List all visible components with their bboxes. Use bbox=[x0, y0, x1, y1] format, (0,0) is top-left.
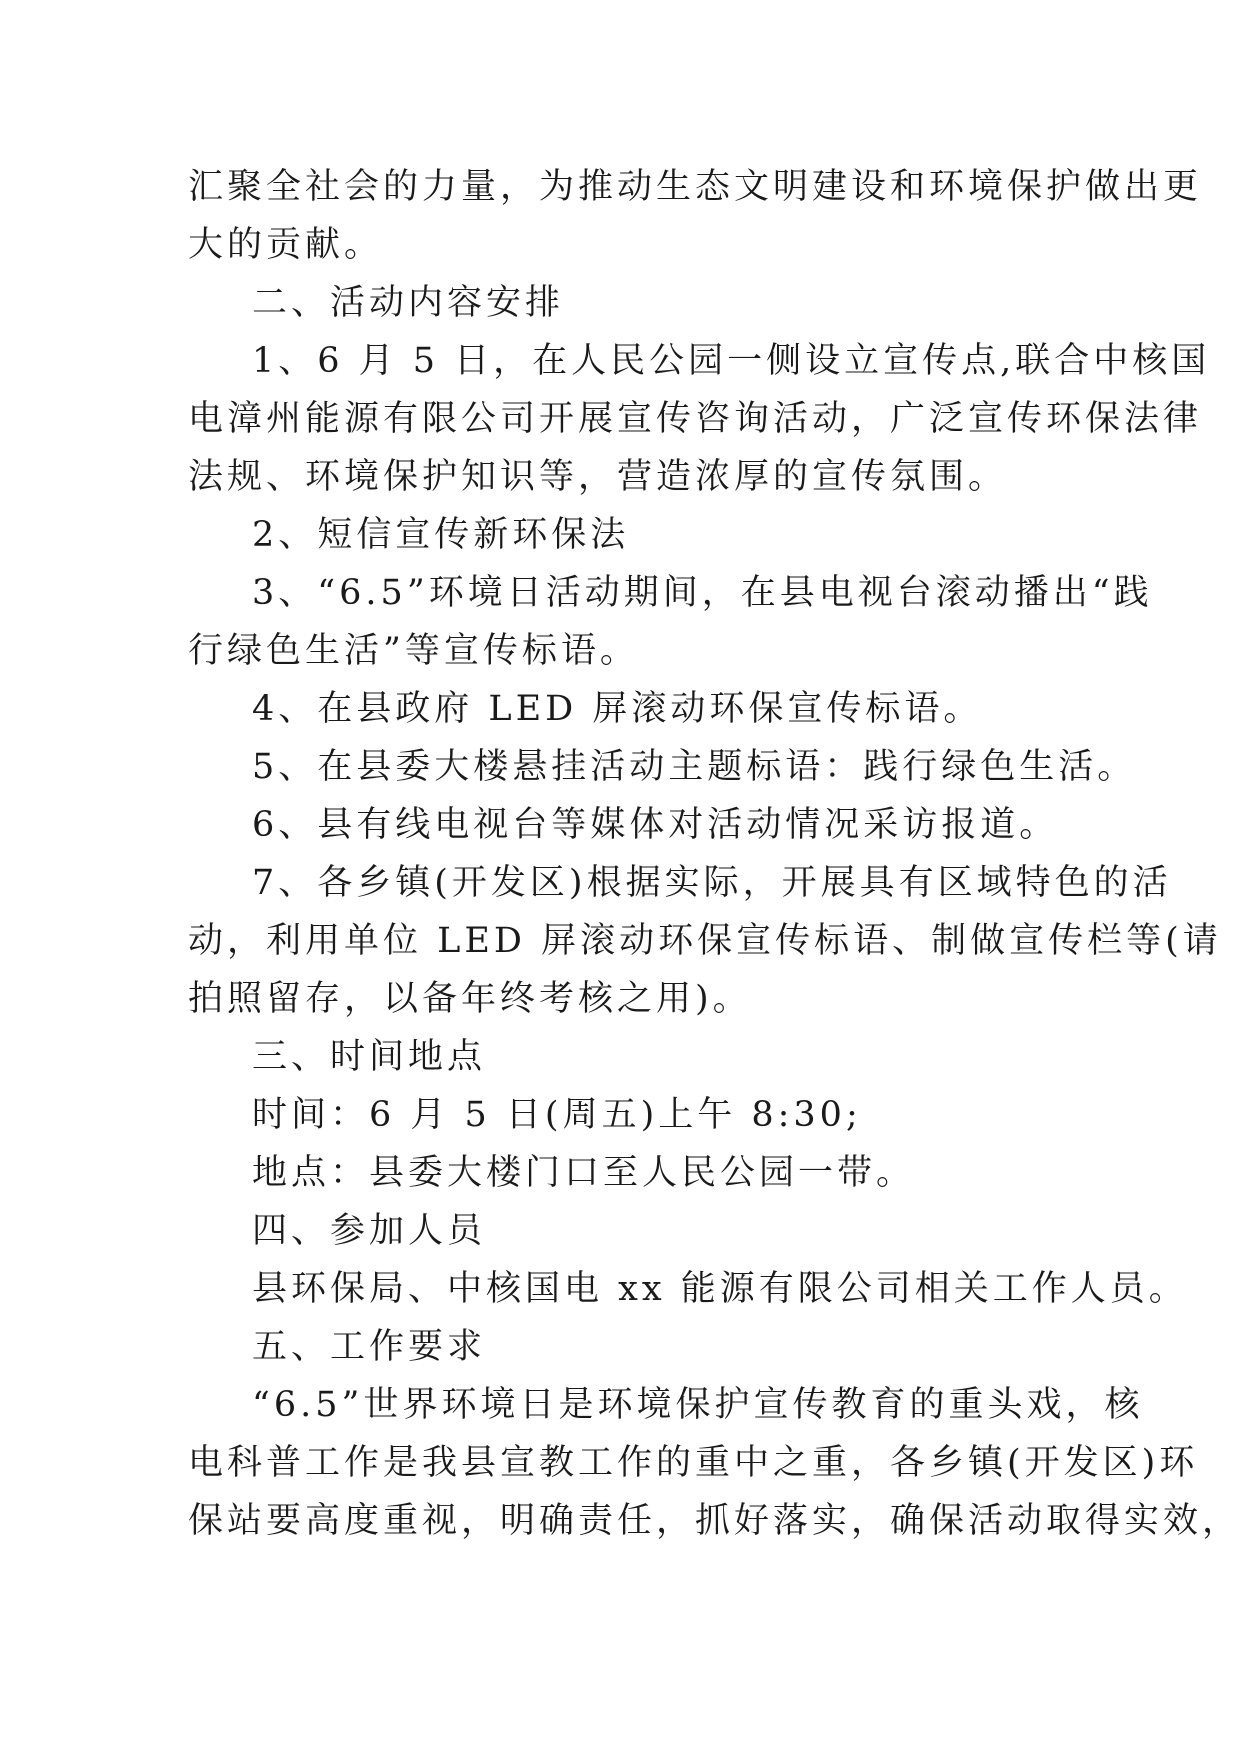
text-line: 时间：6 月 5 日(周五)上午 8:30; bbox=[252, 1095, 862, 1135]
text-line: 地点：县委大楼门口至人民公园一带。 bbox=[252, 1153, 916, 1193]
text-line: 法规、环境保护知识等，营造浓厚的宣传氛围。 bbox=[188, 457, 1008, 497]
section-heading: 五、工作要求 bbox=[252, 1327, 487, 1367]
text-line: 汇聚全社会的力量，为推动生态文明建设和环境保护做出更 bbox=[188, 167, 1203, 207]
text-line: 行绿色生活”等宣传标语。 bbox=[188, 631, 639, 671]
text-line: 7、各乡镇(开发区)根据实际，开展具有区域特色的活 bbox=[252, 863, 1172, 903]
text-line: 2、短信宣传新环保法 bbox=[252, 515, 630, 555]
document-body bbox=[188, 158, 1241, 1550]
text-line: 6、县有线电视台等媒体对活动情况采访报道。 bbox=[252, 805, 1059, 845]
text-line: 保站要高度重视，明确责任，抓好落实，确保活动取得实效， bbox=[188, 1501, 1241, 1541]
text-line: 县环保局、中核国电 xx 能源有限公司相关工作人员。 bbox=[252, 1269, 1188, 1309]
text-line: 动，利用单位 LED 屏滚动环保宣传标语、制做宣传栏等(请 bbox=[188, 921, 1222, 961]
text-line: “6.5”世界环境日是环境保护宣传教育的重头戏，核 bbox=[252, 1385, 1144, 1425]
text-line: 电漳州能源有限公司开展宣传咨询活动，广泛宣传环保法律 bbox=[188, 399, 1203, 439]
text-line: 拍照留存，以备年终考核之用)。 bbox=[188, 979, 752, 1019]
text-line: 大的贡献。 bbox=[188, 225, 384, 265]
section-heading: 四、参加人员 bbox=[252, 1211, 487, 1251]
section-heading: 三、时间地点 bbox=[252, 1037, 487, 1077]
text-line: 3、“6.5”环境日活动期间，在县电视台滚动播出“践 bbox=[252, 573, 1153, 613]
text-line: 1、6 月 5 日，在人民公园一侧设立宣传点,联合中核国 bbox=[252, 341, 1211, 381]
section-heading: 二、活动内容安排 bbox=[252, 283, 565, 323]
text-line: 电科普工作是我县宣教工作的重中之重，各乡镇(开发区)环 bbox=[188, 1443, 1199, 1483]
text-line: 4、在县政府 LED 屏滚动环保宣传标语。 bbox=[252, 689, 983, 729]
text-line: 5、在县委大楼悬挂活动主题标语：践行绿色生活。 bbox=[252, 747, 1137, 787]
